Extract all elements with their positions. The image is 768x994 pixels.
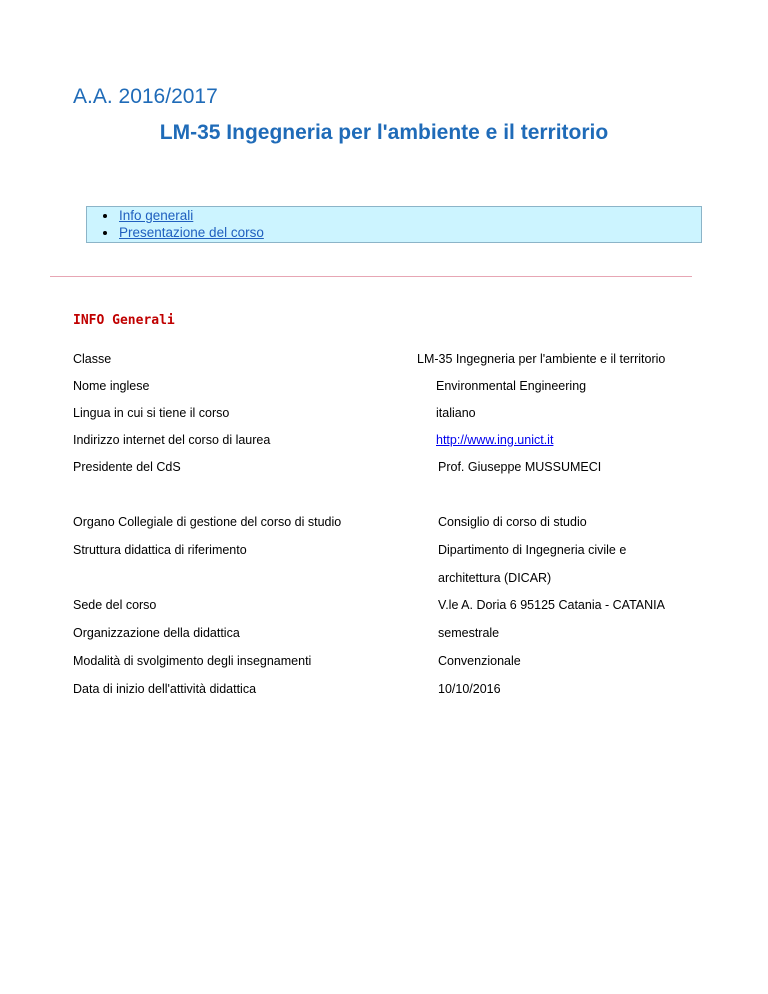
- info-value: semestrale: [438, 626, 500, 640]
- info-row-modalita: [0, 654, 768, 672]
- info-label: Indirizzo internet del corso di laurea: [73, 433, 271, 447]
- course-website-link[interactable]: http://www.ing.unict.it: [436, 433, 554, 447]
- info-row-classe: [0, 352, 768, 370]
- info-label: Organo Collegiale di gestione del corso di studio: [73, 515, 342, 529]
- info-label: Sede del corso: [73, 598, 157, 612]
- info-label: Organizzazione della didattica: [73, 626, 240, 640]
- toc-link-presentazione[interactable]: Presentazione del corso: [119, 225, 264, 240]
- info-value: Dipartimento di Ingegneria civile e: [438, 543, 627, 557]
- info-row-struttura-didattica: [0, 543, 768, 561]
- info-value-continuation: architettura (DICAR): [438, 571, 552, 585]
- info-label: Classe: [73, 352, 112, 366]
- info-row-organo-collegiale: [0, 515, 768, 533]
- info-label: Modalità di svolgimento degli insegnamenti: [73, 654, 312, 668]
- bullet-icon: [103, 231, 107, 235]
- info-row-organizzazione: [0, 626, 768, 644]
- bullet-icon: [103, 214, 107, 218]
- page-title: LM-35 Ingegneria per l'ambiente e il territorio: [159, 121, 609, 144]
- info-value: 10/10/2016: [438, 682, 501, 696]
- info-row-sede: [0, 598, 768, 616]
- section-heading: INFO Generali: [73, 313, 175, 328]
- info-row-nome-inglese: [0, 379, 768, 397]
- info-label: Data di inizio dell'attività didattica: [73, 682, 257, 696]
- info-value: Convenzionale: [438, 654, 521, 668]
- section-divider: [50, 276, 692, 277]
- table-of-contents: [86, 206, 702, 243]
- info-row-lingua: [0, 406, 768, 424]
- info-value: italiano: [436, 406, 476, 420]
- info-label: Presidente del CdS: [73, 460, 181, 474]
- info-value: Consiglio di corso di studio: [438, 515, 587, 529]
- info-row-presidente: [0, 460, 768, 478]
- info-value: V.le A. Doria 6 95125 Catania - CATANIA: [438, 598, 665, 612]
- info-label: Nome inglese: [73, 379, 150, 393]
- info-label: Lingua in cui si tiene il corso: [73, 406, 230, 420]
- info-value: LM-35 Ingegneria per l'ambiente e il territorio: [417, 352, 666, 366]
- info-row-data-inizio: [0, 682, 768, 700]
- academic-year: A.A. 2016/2017: [73, 85, 218, 108]
- info-value: Environmental Engineering: [436, 379, 587, 393]
- info-value: Prof. Giuseppe MUSSUMECI: [438, 460, 602, 474]
- info-row-indirizzo-internet: [0, 433, 768, 451]
- info-label: Struttura didattica di riferimento: [73, 543, 247, 557]
- toc-link-info-generali[interactable]: Info generali: [119, 208, 194, 223]
